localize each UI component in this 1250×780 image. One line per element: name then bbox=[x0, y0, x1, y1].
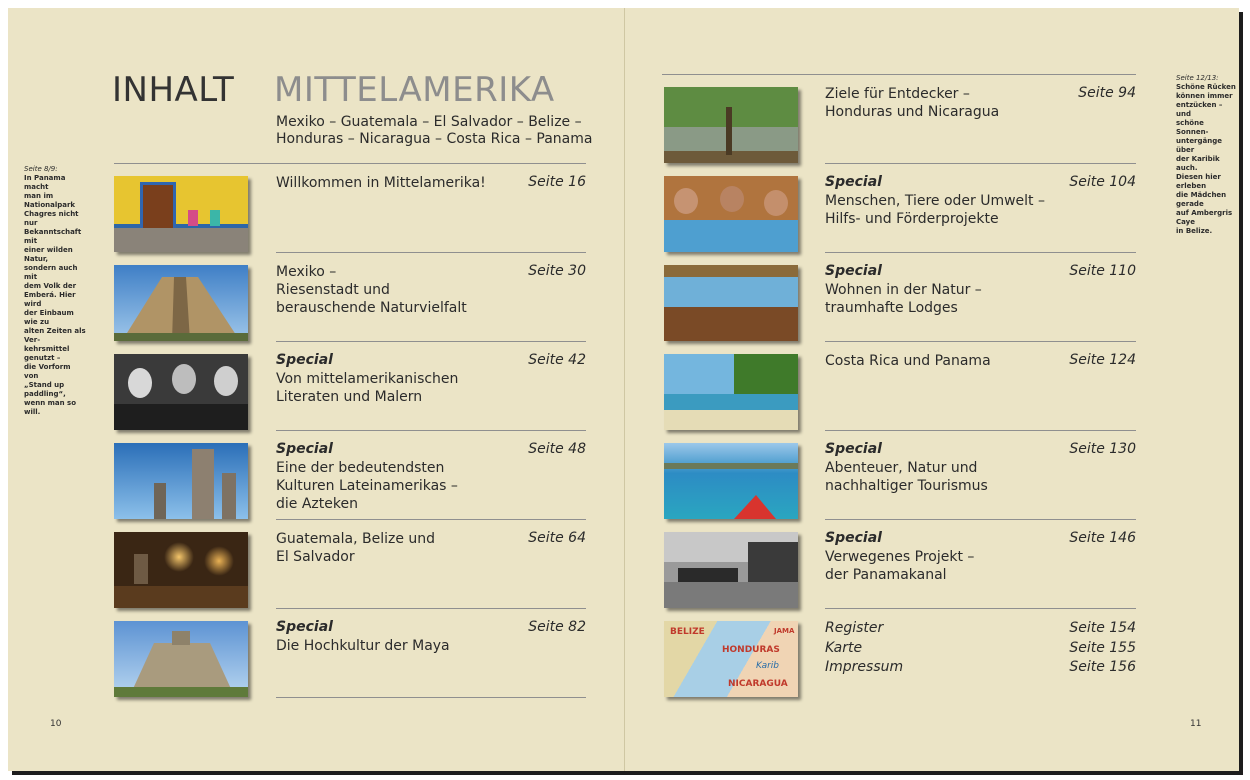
appendix-page: Seite 154 bbox=[1069, 620, 1136, 636]
divider bbox=[276, 697, 586, 698]
entry-page: Seite 16 bbox=[528, 174, 586, 190]
photo-map bbox=[664, 621, 798, 697]
page-number-right: 11 bbox=[1190, 719, 1202, 729]
right-caption bbox=[1176, 74, 1238, 236]
photo-children-project bbox=[664, 176, 798, 252]
photo-lodge-terrace bbox=[664, 265, 798, 341]
entry-text: Willkommen in Mittelamerika! bbox=[276, 175, 486, 191]
divider bbox=[825, 163, 1136, 164]
appendix-impressum: Impressum bbox=[825, 659, 904, 675]
countries-subtitle: Mexiko – Guatemala – El Salvador – Belize – Honduras – Nicaragua – Costa Rica – Panama bbox=[276, 114, 593, 147]
page-number-left: 10 bbox=[50, 719, 62, 729]
appendix-labels bbox=[825, 619, 903, 678]
photo-candlelit-room bbox=[114, 532, 248, 608]
map-label-honduras: HONDURAS bbox=[722, 645, 780, 655]
entry-page: Seite 30 bbox=[528, 263, 586, 279]
entry-text: Mexiko – Riesenstadt und berauschende Naturvielfalt bbox=[276, 264, 467, 316]
entry-page: Seite 42 bbox=[528, 352, 586, 368]
map-label-karib: Karib bbox=[756, 661, 780, 671]
appendix-pages bbox=[1046, 619, 1136, 678]
divider bbox=[276, 252, 586, 253]
entry-text: Von mittelamerikanischen Literaten und Malern bbox=[276, 371, 459, 405]
appendix-page: Seite 156 bbox=[1069, 659, 1136, 675]
divider bbox=[825, 252, 1136, 253]
divider bbox=[276, 608, 586, 609]
photo-aztec-statues bbox=[114, 443, 248, 519]
caption-body: Schöne Rücken können immer entzücken – und schöne Sonnen- untergänge über der Karibik auch. Diesen hier erleben die Mädchen gerade auf Ambergris Caye in Belize. bbox=[1176, 83, 1236, 235]
special-label: Special bbox=[825, 530, 882, 546]
page-gutter bbox=[624, 8, 625, 771]
divider bbox=[276, 341, 586, 342]
entry-page: Seite 124 bbox=[1069, 352, 1136, 368]
divider bbox=[276, 430, 586, 431]
kayak-graphic bbox=[664, 443, 798, 519]
entry-page: Seite 64 bbox=[528, 530, 586, 546]
special-label: Special bbox=[276, 619, 333, 635]
entry-text: Guatemala, Belize und El Salvador bbox=[276, 531, 436, 565]
pyramid-graphic bbox=[114, 265, 248, 341]
special-label: Special bbox=[276, 352, 333, 368]
entry-page: Seite 146 bbox=[1069, 530, 1136, 546]
caption-ref: Seite 12/13: bbox=[1176, 74, 1219, 82]
appendix-register: Register bbox=[825, 620, 884, 636]
photo-maya-temple bbox=[114, 621, 248, 697]
map-label-jama: JAMA bbox=[774, 627, 795, 635]
map-label-belize: BELIZE bbox=[670, 627, 705, 637]
divider bbox=[825, 608, 1136, 609]
divider bbox=[114, 163, 586, 164]
photo-writers-bw bbox=[114, 354, 248, 430]
entry-page: Seite 110 bbox=[1069, 263, 1136, 279]
divider bbox=[825, 430, 1136, 431]
special-label: Special bbox=[825, 174, 882, 190]
special-label: Special bbox=[276, 441, 333, 457]
special-label: Special bbox=[825, 263, 882, 279]
entry-text: Die Hochkultur der Maya bbox=[276, 638, 450, 654]
caption-body: In Panama macht man im Nationalpark Chagres nicht nur Bekanntschaft mit einer wilden Natur, sondern auch mit dem Volk der Emberá. Hier wird der Einbaum wie zu alten Zeiten als Ver- kehrsmittel genutzt – die Vorform von „Stand up paddling“, wenn man so will. bbox=[24, 174, 86, 416]
divider bbox=[825, 341, 1136, 342]
contents-title: INHALT bbox=[112, 70, 235, 110]
entry-page: Seite 104 bbox=[1069, 174, 1136, 190]
entry-text: Abenteuer, Natur und nachhaltiger Tourismus bbox=[825, 460, 988, 494]
photo-panama-canal-bw bbox=[664, 532, 798, 608]
region-title: MITTELAMERIKA bbox=[274, 70, 555, 110]
entry-text: Ziele für Entdecker – Honduras und Nicaragua bbox=[825, 86, 1000, 120]
appendix-karte: Karte bbox=[825, 639, 863, 656]
appendix-page: Seite 155 bbox=[1069, 639, 1136, 656]
temple-graphic bbox=[114, 621, 248, 697]
photo-pyramid bbox=[114, 265, 248, 341]
photo-kayak bbox=[664, 443, 798, 519]
entry-text: Menschen, Tiere oder Umwelt – Hilfs- und Förderprojekte bbox=[825, 193, 1046, 227]
entry-page: Seite 82 bbox=[528, 619, 586, 635]
entry-text: Eine der bedeutendsten Kulturen Lateinamerikas – die Azteken bbox=[276, 460, 458, 512]
caption-ref: Seite 8/9: bbox=[24, 165, 58, 173]
left-caption bbox=[24, 165, 86, 417]
entry-page: Seite 130 bbox=[1069, 441, 1136, 457]
photo-palm-beach bbox=[664, 354, 798, 430]
divider bbox=[825, 519, 1136, 520]
divider bbox=[276, 519, 586, 520]
entry-text: Costa Rica und Panama bbox=[825, 353, 991, 369]
divider bbox=[662, 74, 1136, 75]
photo-river-trees bbox=[664, 87, 798, 163]
photo-colonial-street bbox=[114, 176, 248, 252]
entry-text: Verwegenes Projekt – der Panamakanal bbox=[825, 549, 975, 583]
special-label: Special bbox=[825, 441, 882, 457]
entry-page: Seite 94 bbox=[1078, 85, 1136, 101]
entry-text: Wohnen in der Natur – traumhafte Lodges bbox=[825, 282, 982, 316]
book-spread bbox=[8, 8, 1239, 771]
map-label-nicaragua: NICARAGUA bbox=[728, 679, 788, 689]
entry-page: Seite 48 bbox=[528, 441, 586, 457]
